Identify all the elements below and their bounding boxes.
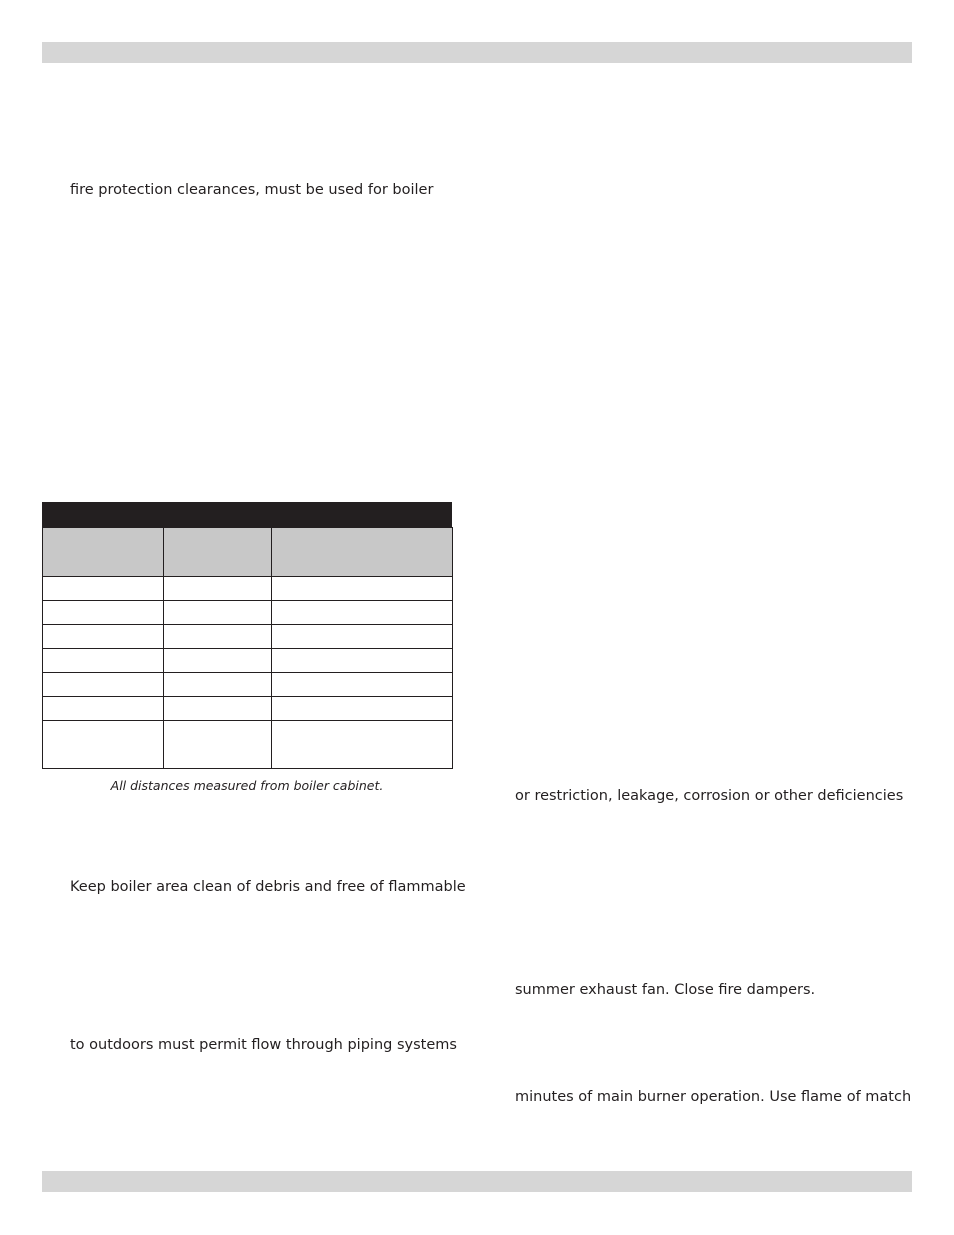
table-row (43, 649, 453, 673)
table-row (43, 697, 453, 721)
table-row (43, 673, 453, 697)
table-cell (164, 625, 272, 649)
table-cell (43, 625, 164, 649)
left-text-line-1: fire protection clearances, must be used for boiler (70, 182, 434, 198)
table-row (43, 625, 453, 649)
table-cell (43, 721, 164, 769)
table-header-row (43, 528, 453, 577)
table-cell (164, 649, 272, 673)
table-cell (272, 577, 453, 601)
right-text-line-3: minutes of main burner operation. Use flame of match (515, 1089, 912, 1105)
table-cell (43, 649, 164, 673)
table-cell (272, 625, 453, 649)
table-cell (43, 577, 164, 601)
table-cell (272, 649, 453, 673)
table-caption: All distances measured from boiler cabinet. (110, 778, 384, 793)
table-cell (164, 601, 272, 625)
table-cell (164, 721, 272, 769)
table-cell (272, 697, 453, 721)
page-header-band (42, 42, 912, 63)
right-text-line-1: or restriction, leakage, corrosion or other deficiencies (515, 788, 904, 804)
right-text-line-2: summer exhaust fan. Close fire dampers. (515, 982, 816, 998)
page-footer-band (42, 1171, 912, 1192)
table-row (43, 721, 453, 769)
table-header-cell (43, 528, 164, 577)
table-cell (164, 577, 272, 601)
table-cell (43, 697, 164, 721)
table-row (43, 601, 453, 625)
table-cell (164, 697, 272, 721)
clearance-table (42, 502, 452, 769)
left-text-line-3: to outdoors must permit flow through piping systems (70, 1037, 457, 1053)
table-cell (272, 601, 453, 625)
left-text-line-2: Keep boiler area clean of debris and free of flammable (70, 879, 466, 895)
table-header-cell (164, 528, 272, 577)
table-title-bar (42, 502, 452, 527)
table-cell (43, 601, 164, 625)
table-cell (164, 673, 272, 697)
clearance-grid (42, 527, 453, 769)
table-row (43, 577, 453, 601)
table-header-cell (272, 528, 453, 577)
table-cell (272, 721, 453, 769)
table-cell (43, 673, 164, 697)
table-cell (272, 673, 453, 697)
